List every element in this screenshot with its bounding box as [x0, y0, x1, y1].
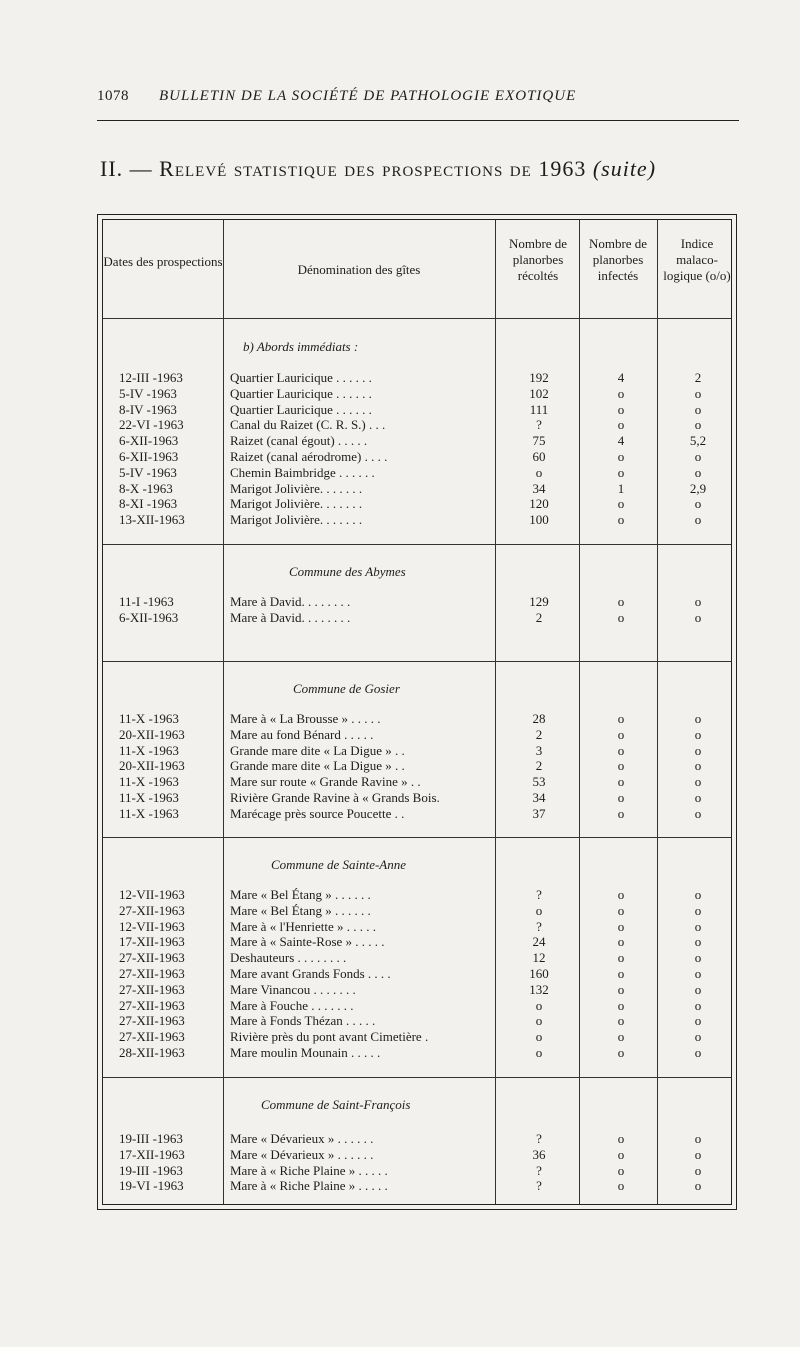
table-row — [103, 512, 731, 528]
cell-recoltes: 12 — [532, 950, 546, 966]
group-title: Commune de Sainte-Anne — [271, 857, 407, 872]
cell-date: 20-XII-1963 — [119, 726, 185, 742]
cell-date: 8-XI -1963 — [119, 496, 178, 512]
cell-infectes: o — [617, 805, 625, 821]
table-row — [103, 950, 731, 966]
cell-indice: o — [694, 1029, 702, 1045]
cell-date: 6-XII-1963 — [119, 433, 179, 449]
group-rows — [103, 1131, 731, 1194]
cell-infectes: o — [617, 464, 625, 480]
cell-denomination: Mare avant Grands Fonds . . . . — [230, 965, 391, 981]
cell-infectes: o — [617, 981, 625, 997]
cell-infectes: o — [617, 1131, 625, 1146]
cell-indice: o — [694, 965, 702, 981]
cell-infectes: o — [617, 1178, 625, 1194]
cell-recoltes: 24 — [532, 934, 546, 950]
cell-recoltes: 34 — [532, 480, 546, 496]
cell-denomination: Mare « Bel Étang » . . . . . . — [230, 887, 371, 902]
cell-date: 8-IV -1963 — [119, 401, 177, 417]
cell-recoltes: 2 — [535, 726, 543, 742]
cell-indice: o — [694, 496, 702, 512]
cell-recoltes: 36 — [532, 1146, 546, 1162]
cell-indice: o — [694, 742, 702, 758]
cell-date: 20-XII-1963 — [119, 758, 185, 774]
cell-denomination: Mare « Bel Étang » . . . . . . — [230, 902, 371, 918]
cell-infectes: 4 — [617, 433, 625, 449]
cell-infectes: o — [617, 758, 625, 774]
cell-infectes: o — [617, 1146, 625, 1162]
cell-indice: o — [694, 609, 702, 625]
cell-denomination: Mare à David. . . . . . . . — [230, 609, 351, 625]
cell-denomination: Grande mare dite « La Digue » . . — [230, 742, 405, 758]
cell-date: 13-XII-1963 — [119, 512, 185, 528]
cell-indice: o — [694, 887, 702, 902]
journal-title: BULLETIN DE LA SOCIÉTÉ DE PATHOLOGIE EXOTIQUE — [159, 88, 577, 104]
cell-recoltes: 132 — [529, 981, 549, 997]
col-header-indice: Indice malaco-logique (o/o) — [663, 236, 731, 283]
col-header-denomination: Dénomination des gîtes — [297, 262, 421, 277]
cell-date: 27-XII-1963 — [119, 965, 185, 981]
cell-date: 27-XII-1963 — [119, 981, 185, 997]
cell-date: 27-XII-1963 — [119, 950, 185, 966]
cell-recoltes: 102 — [529, 385, 549, 401]
table-row — [103, 919, 731, 935]
group-rows — [103, 711, 731, 822]
cell-infectes: 4 — [617, 370, 625, 385]
cell-indice: o — [694, 464, 702, 480]
cell-indice: o — [694, 401, 702, 417]
cell-denomination: Mare à Fonds Thézan . . . . . — [230, 1013, 376, 1029]
cell-infectes: o — [617, 512, 625, 528]
cell-date: 6-XII-1963 — [119, 609, 179, 625]
cell-indice: o — [694, 1044, 702, 1060]
group-separator — [103, 661, 731, 662]
cell-indice: 2,9 — [689, 480, 707, 496]
cell-date: 27-XII-1963 — [119, 997, 185, 1013]
cell-recoltes: 37 — [532, 805, 546, 821]
cell-date: 19-III -1963 — [119, 1162, 183, 1178]
cell-denomination: Marécage près source Poucette . . — [230, 805, 405, 821]
cell-indice: o — [694, 789, 702, 805]
cell-recoltes: 75 — [532, 433, 546, 449]
cell-indice: o — [694, 758, 702, 774]
cell-recoltes: 100 — [529, 512, 549, 528]
cell-recoltes: 120 — [529, 496, 549, 512]
cell-infectes: o — [617, 1029, 625, 1045]
table-row — [103, 774, 731, 790]
table-row — [103, 727, 731, 743]
cell-recoltes: 53 — [532, 774, 546, 790]
cell-infectes: o — [617, 726, 625, 742]
cell-infectes: o — [617, 887, 625, 902]
cell-recoltes: o — [535, 997, 543, 1013]
cell-date: 17-XII-1963 — [119, 934, 185, 950]
cell-infectes: o — [617, 385, 625, 401]
group-rows — [103, 887, 731, 1061]
running-header — [97, 88, 741, 105]
section-title-text: Relevé statistique des prospections de — [159, 156, 532, 181]
table-row — [103, 758, 731, 774]
table-row — [103, 610, 731, 626]
cell-denomination: Grande mare dite « La Digue » . . — [230, 758, 405, 774]
section-year: 1963 — [538, 156, 587, 181]
cell-date: 11-I -1963 — [119, 594, 174, 609]
table-row — [103, 1029, 731, 1045]
section-numeral: II. — [100, 156, 124, 181]
table-row — [103, 887, 731, 903]
cell-recoltes: o — [535, 464, 543, 480]
cell-infectes: o — [617, 609, 625, 625]
cell-indice: o — [694, 997, 702, 1013]
section-dash: — — [129, 156, 153, 181]
group-separator — [103, 544, 731, 545]
cell-infectes: o — [617, 711, 625, 726]
cell-infectes: o — [617, 789, 625, 805]
cell-denomination: Quartier Lauricique . . . . . . — [230, 401, 372, 417]
cell-denomination: Mare au fond Bénard . . . . . — [230, 726, 374, 742]
table-row — [103, 1163, 731, 1179]
table-row — [103, 386, 731, 402]
table-row — [103, 982, 731, 998]
header-rule — [97, 120, 739, 121]
cell-indice: o — [694, 417, 702, 433]
cell-indice: o — [694, 918, 702, 934]
cell-infectes: o — [617, 965, 625, 981]
section-title — [100, 156, 656, 182]
section-suite: (suite) — [592, 156, 657, 181]
table-row — [103, 594, 731, 610]
cell-denomination: Quartier Lauricique . . . . . . — [230, 370, 372, 385]
table-row — [103, 711, 731, 727]
cell-infectes: o — [617, 918, 625, 934]
table-row — [103, 743, 731, 759]
cell-date: 27-XII-1963 — [119, 1013, 185, 1029]
col-header-recoltes: Nombre de planorbes récoltés — [508, 236, 568, 283]
cell-denomination: Rivière Grande Ravine à « Grands Bois. — [230, 789, 440, 805]
cell-recoltes: 3 — [535, 742, 543, 758]
cell-denomination: Mare moulin Mounain . . . . . — [230, 1044, 381, 1060]
cell-recoltes: ? — [536, 887, 542, 902]
cell-recoltes: 2 — [535, 609, 543, 625]
cell-recoltes: 192 — [529, 370, 549, 385]
cell-denomination: Mare à David. . . . . . . . — [230, 594, 351, 609]
cell-date: 28-XII-1963 — [119, 1044, 185, 1060]
page-number: 1078 — [97, 88, 129, 104]
cell-infectes: 1 — [617, 480, 625, 496]
cell-date: 19-VI -1963 — [119, 1178, 184, 1194]
cell-date: 12-VII-1963 — [119, 887, 185, 902]
cell-indice: o — [694, 1013, 702, 1029]
cell-infectes: o — [617, 774, 625, 790]
cell-denomination: Canal du Raizet (C. R. S.) . . . — [230, 417, 386, 433]
cell-date: 19-III -1963 — [119, 1131, 183, 1146]
cell-recoltes: 2 — [535, 758, 543, 774]
cell-infectes: o — [617, 417, 625, 433]
cell-infectes: o — [617, 496, 625, 512]
cell-recoltes: o — [535, 902, 543, 918]
cell-infectes: o — [617, 1044, 625, 1060]
cell-date: 11-X -1963 — [119, 774, 179, 790]
cell-recoltes: o — [535, 1013, 543, 1029]
table-row — [103, 1178, 731, 1194]
cell-infectes: o — [617, 1162, 625, 1178]
table-row — [103, 449, 731, 465]
table-row — [103, 1045, 731, 1061]
cell-denomination: Mare à « Riche Plaine » . . . . . — [230, 1178, 388, 1194]
cell-denomination: Marigot Jolivière. . . . . . . — [230, 496, 363, 512]
table-row — [103, 402, 731, 418]
statistics-table — [97, 214, 737, 1210]
group-title: Commune des Abymes — [289, 564, 406, 579]
table-row — [103, 903, 731, 919]
cell-indice: o — [694, 726, 702, 742]
cell-denomination: Mare à « Sainte-Rose » . . . . . — [230, 934, 385, 950]
cell-date: 11-X -1963 — [119, 805, 179, 821]
cell-recoltes: 111 — [529, 401, 549, 417]
cell-infectes: o — [617, 401, 625, 417]
cell-indice: o — [694, 950, 702, 966]
cell-recoltes: 28 — [532, 711, 546, 726]
cell-recoltes: o — [535, 1029, 543, 1045]
cell-recoltes: 160 — [529, 965, 549, 981]
cell-indice: o — [694, 448, 702, 464]
col-header-dates: Dates des prospections — [103, 254, 223, 269]
cell-recoltes: 34 — [532, 789, 546, 805]
cell-infectes: o — [617, 902, 625, 918]
cell-denomination: Mare à « Riche Plaine » . . . . . — [230, 1162, 388, 1178]
cell-denomination: Quartier Lauricique . . . . . . — [230, 385, 372, 401]
cell-date: 12-III -1963 — [119, 370, 183, 385]
table-row — [103, 1013, 731, 1029]
table-row — [103, 1131, 731, 1147]
cell-recoltes: ? — [536, 1162, 542, 1178]
table-row — [103, 417, 731, 433]
group-title: b) Abords immédiats : — [243, 339, 359, 354]
header-separator — [103, 318, 731, 319]
cell-date: 11-X -1963 — [119, 742, 179, 758]
table-row — [103, 998, 731, 1014]
cell-denomination: Mare à Fouche . . . . . . . — [230, 997, 354, 1013]
table-row — [103, 1147, 731, 1163]
cell-indice: o — [694, 1131, 702, 1146]
cell-indice: o — [694, 512, 702, 528]
table-row — [103, 481, 731, 497]
cell-infectes: o — [617, 997, 625, 1013]
cell-denomination: Mare sur route « Grande Ravine » . . — [230, 774, 421, 790]
cell-indice: o — [694, 1146, 702, 1162]
cell-indice: o — [694, 1178, 702, 1194]
cell-indice: 2 — [694, 370, 702, 385]
group-separator — [103, 837, 731, 838]
cell-indice: o — [694, 594, 702, 609]
cell-date: 27-XII-1963 — [119, 1029, 185, 1045]
cell-recoltes: 129 — [529, 594, 549, 609]
group-rows — [103, 594, 731, 626]
table-row — [103, 806, 731, 822]
table-row — [103, 934, 731, 950]
group-separator — [103, 1077, 731, 1078]
table-row — [103, 370, 731, 386]
cell-denomination: Mare Vinancou . . . . . . . — [230, 981, 356, 997]
col-header-infectes: Nombre de planorbes infectés — [588, 236, 648, 283]
group-title: Commune de Gosier — [293, 681, 400, 696]
cell-indice: o — [694, 385, 702, 401]
cell-indice: o — [694, 774, 702, 790]
group-rows — [103, 370, 731, 528]
cell-infectes: o — [617, 742, 625, 758]
group-title: Commune de Saint-François — [261, 1097, 411, 1112]
cell-indice: o — [694, 981, 702, 997]
cell-denomination: Marigot Jolivière. . . . . . . — [230, 480, 363, 496]
table-row — [103, 496, 731, 512]
table-row — [103, 790, 731, 806]
cell-recoltes: ? — [536, 1131, 542, 1146]
cell-date: 11-X -1963 — [119, 711, 179, 726]
cell-date: 8-X -1963 — [119, 480, 173, 496]
cell-denomination: Mare « Dévarieux » . . . . . . — [230, 1131, 374, 1146]
cell-recoltes: ? — [536, 417, 542, 433]
table-row — [103, 465, 731, 481]
cell-indice: o — [694, 805, 702, 821]
cell-recoltes: 60 — [532, 448, 546, 464]
cell-indice: 5,2 — [689, 433, 707, 449]
cell-date: 5-IV -1963 — [119, 385, 177, 401]
cell-infectes: o — [617, 448, 625, 464]
cell-infectes: o — [617, 950, 625, 966]
table-row — [103, 966, 731, 982]
cell-denomination: Marigot Jolivière. . . . . . . — [230, 512, 363, 528]
cell-denomination: Raizet (canal aérodrome) . . . . — [230, 448, 388, 464]
cell-date: 12-VII-1963 — [119, 918, 185, 934]
cell-infectes: o — [617, 1013, 625, 1029]
cell-date: 22-VI -1963 — [119, 417, 184, 433]
cell-denomination: Raizet (canal égout) . . . . . — [230, 433, 368, 449]
cell-recoltes: o — [535, 1044, 543, 1060]
cell-indice: o — [694, 711, 702, 726]
cell-recoltes: ? — [536, 1178, 542, 1194]
cell-denomination: Deshauteurs . . . . . . . . — [230, 950, 347, 966]
cell-denomination: Chemin Baimbridge . . . . . . — [230, 464, 375, 480]
cell-indice: o — [694, 1162, 702, 1178]
cell-denomination: Mare à « La Brousse » . . . . . — [230, 711, 381, 726]
cell-date: 6-XII-1963 — [119, 448, 179, 464]
table-row — [103, 433, 731, 449]
cell-date: 5-IV -1963 — [119, 464, 177, 480]
cell-recoltes: ? — [536, 918, 542, 934]
cell-infectes: o — [617, 934, 625, 950]
cell-date: 27-XII-1963 — [119, 902, 185, 918]
cell-denomination: Mare « Dévarieux » . . . . . . — [230, 1146, 374, 1162]
cell-denomination: Mare à « l'Henriette » . . . . . — [230, 918, 377, 934]
cell-indice: o — [694, 902, 702, 918]
table-frame — [102, 219, 732, 1205]
cell-date: 17-XII-1963 — [119, 1146, 185, 1162]
cell-infectes: o — [617, 594, 625, 609]
cell-indice: o — [694, 934, 702, 950]
cell-denomination: Rivière près du pont avant Cimetière . — [230, 1029, 429, 1045]
cell-date: 11-X -1963 — [119, 789, 179, 805]
